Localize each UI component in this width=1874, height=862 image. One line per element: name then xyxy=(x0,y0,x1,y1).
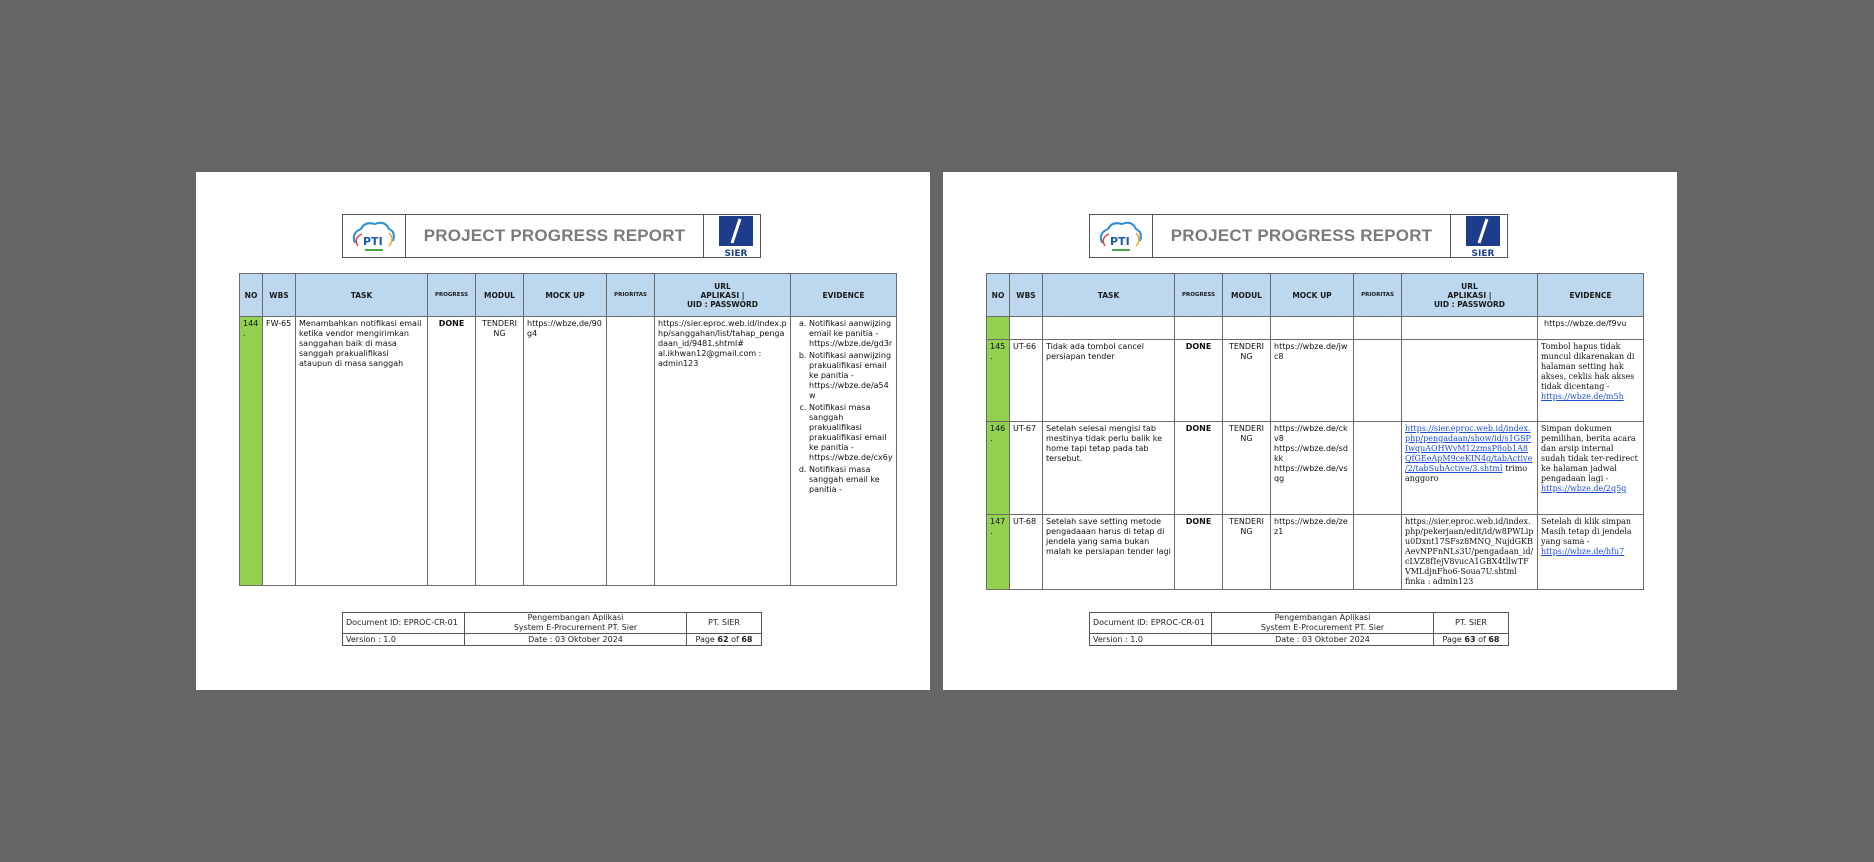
col-no: NO xyxy=(987,274,1010,317)
col-url-line2: APLIKASI | xyxy=(1447,290,1492,300)
footer-desc-line1: Pengembangan Aplikasi xyxy=(1274,613,1371,622)
col-wbs: WBS xyxy=(263,274,296,317)
report-header xyxy=(342,214,761,258)
row-progress: DONE xyxy=(1175,340,1223,422)
page-footer xyxy=(1089,612,1509,646)
row-url xyxy=(1402,317,1538,340)
row-wbs: UT-66 xyxy=(1010,340,1043,422)
svg-text:SIER: SIER xyxy=(724,249,748,258)
col-url xyxy=(655,274,791,317)
footer-page-of: of xyxy=(1478,634,1486,644)
evidence-text: Tombol hapus tidak muncul dikarenakan di halaman setting hak akses, ceklis hak akses tidak dicentang - xyxy=(1541,342,1635,391)
footer-doc-id: Document ID: EPROC-CR-01 xyxy=(343,613,465,634)
evidence-link[interactable]: https://wbze.de/2q5g xyxy=(1541,484,1627,493)
col-prioritas: PRIORITAS xyxy=(1354,274,1402,317)
row-mockup: https://wbze.de/jwc8 xyxy=(1271,340,1354,422)
evidence-text: Setelah di klik simpan Masih tetap di jendela yang sama - xyxy=(1541,517,1632,546)
row-no: 145. xyxy=(987,340,1010,422)
row-prioritas xyxy=(1354,340,1402,422)
pti-logo-icon xyxy=(1096,219,1144,255)
table-row xyxy=(987,422,1644,515)
row-progress: DONE xyxy=(428,317,476,586)
row-modul: TENDERING xyxy=(1223,422,1271,515)
row-modul xyxy=(1223,317,1271,340)
mockup-link: https://wbze.de/vsqg xyxy=(1274,464,1348,483)
col-evidence: EVIDENCE xyxy=(1538,274,1644,317)
footer-page-number xyxy=(1434,634,1509,646)
evidence-item: b. Notifikasi aanwijzing prakualifikasi email ke panitia - https://wbze.de/a54w xyxy=(809,351,893,401)
footer-page-prefix: Page xyxy=(695,634,715,644)
document-page-62 xyxy=(196,172,930,690)
row-evidence xyxy=(1538,340,1644,422)
mockup-link: https://wbze.de/ckv8 xyxy=(1274,424,1348,443)
row-progress: DONE xyxy=(1175,515,1223,590)
progress-table xyxy=(239,273,897,586)
col-task: TASK xyxy=(1043,274,1175,317)
progress-table xyxy=(986,273,1644,590)
table-row xyxy=(987,317,1644,340)
footer-page-of: of xyxy=(731,634,739,644)
row-url-link: https://sier.eproc.web.id/index.php/sanggahan/list/tahap_pengadaan_id/9481.shtml# xyxy=(658,319,787,348)
row-evidence xyxy=(791,317,897,586)
row-url xyxy=(1402,422,1538,515)
col-modul: MODUL xyxy=(476,274,524,317)
col-progress: PROGRESS xyxy=(428,274,476,317)
table-row xyxy=(987,515,1644,590)
row-evidence xyxy=(1538,515,1644,590)
col-modul: MODUL xyxy=(1223,274,1271,317)
row-no xyxy=(987,317,1010,340)
report-title: PROJECT PROGRESS REPORT xyxy=(406,215,704,257)
svg-text:PTI: PTI xyxy=(1110,235,1130,248)
row-url xyxy=(1402,340,1538,422)
url-account: trimo anggoro xyxy=(1405,464,1528,483)
report-header xyxy=(1089,214,1508,258)
row-modul: TENDERING xyxy=(476,317,524,586)
row-modul: TENDERING xyxy=(1223,515,1271,590)
row-url xyxy=(655,317,791,586)
row-mockup xyxy=(1271,317,1354,340)
footer-page-current: 63 xyxy=(1464,634,1476,644)
row-evidence xyxy=(1538,317,1644,340)
sier-logo-icon xyxy=(1466,216,1500,258)
row-prioritas xyxy=(607,317,655,586)
footer-page-number xyxy=(687,634,762,646)
footer-version: Version : 1.0 xyxy=(1090,634,1212,646)
col-url-line3: UID : PASSWORD xyxy=(1433,299,1506,309)
url-link: https://sier.eproc.web.id/index.php/pekerjaan/edit/id/w8PWLipu0Dxnt17SFsz8MNQ_NujdGKBAevNPFnNLs3U/pengadaan_id/cLVZ8fIejV8vucA1GBX4tllwTFVMLdjnFho6-Soua7U.shtml xyxy=(1405,517,1534,576)
evidence-item: a. Notifikasi aanwijzing email ke panitia - https://wbze.de/gd3r xyxy=(809,319,893,349)
row-prioritas xyxy=(1354,317,1402,340)
page-footer xyxy=(342,612,762,646)
row-modul: TENDERING xyxy=(1223,340,1271,422)
footer-page-prefix: Page xyxy=(1442,634,1462,644)
sier-logo xyxy=(1451,215,1507,257)
row-no: 147. xyxy=(987,515,1010,590)
evidence-text: Simpan dokumen pemilihan, berita acara dan arsip internal sudah tidak ter-redirect ke halaman jadwal pengadaan lagi - xyxy=(1541,424,1638,483)
col-mockup: MOCK UP xyxy=(524,274,607,317)
row-no: 146. xyxy=(987,422,1010,515)
row-task: Setelah save setting metode pengadaaan harus di tetap di jendela yang sama bukan malah ke persiapan tender lagi xyxy=(1043,515,1175,590)
footer-date: Date : 03 Oktober 2024 xyxy=(465,634,687,646)
footer-company: PT. SIER xyxy=(1434,613,1509,634)
document-page-63 xyxy=(943,172,1677,690)
report-title: PROJECT PROGRESS REPORT xyxy=(1153,215,1451,257)
row-mockup: https://wbze.de/zez1 xyxy=(1271,515,1354,590)
col-url-line3: UID : PASSWORD xyxy=(686,299,759,309)
footer-description xyxy=(1212,613,1434,634)
row-wbs: UT-68 xyxy=(1010,515,1043,590)
footer-company: PT. SIER xyxy=(687,613,762,634)
col-url xyxy=(1402,274,1538,317)
col-url-line1: URL xyxy=(714,281,731,291)
col-url-line2: APLIKASI | xyxy=(700,290,745,300)
row-wbs xyxy=(1010,317,1043,340)
row-wbs: UT-67 xyxy=(1010,422,1043,515)
pti-logo-icon xyxy=(349,219,397,255)
row-task: Tidak ada tombol cancel persiapan tender xyxy=(1043,340,1175,422)
url-account: finka : admin123 xyxy=(1405,577,1474,586)
col-wbs: WBS xyxy=(1010,274,1043,317)
col-prioritas: PRIORITAS xyxy=(607,274,655,317)
footer-page-total: 68 xyxy=(1488,634,1500,644)
row-prioritas xyxy=(1354,515,1402,590)
sier-logo-icon xyxy=(719,216,753,258)
row-wbs: FW-65 xyxy=(263,317,296,586)
row-no: 144. xyxy=(240,317,263,586)
col-task: TASK xyxy=(296,274,428,317)
row-task xyxy=(1043,317,1175,340)
evidence-item: d. Notifikasi masa sanggah email ke panitia - xyxy=(809,465,893,495)
col-mockup: MOCK UP xyxy=(1271,274,1354,317)
col-progress: PROGRESS xyxy=(1175,274,1223,317)
table-row xyxy=(240,317,897,586)
evidence-link[interactable]: https://wbze.de/m5h xyxy=(1541,392,1624,401)
footer-version: Version : 1.0 xyxy=(343,634,465,646)
footer-description xyxy=(465,613,687,634)
evidence-continued: https://wbze.de/f9vu xyxy=(1544,319,1627,328)
row-progress: DONE xyxy=(1175,422,1223,515)
url-link[interactable]: https://sier.eproc.web.id/index.php/pengadaan/show/id/s1GSPIwquAOHWvM12zmsP8ob1A8QfGEeApM9ceKIN4g/tabActive/2/tabSubActive/3.shtml xyxy=(1405,424,1533,473)
mockup-link: https://wbze.de/sdkk xyxy=(1274,444,1348,463)
table-row xyxy=(987,340,1644,422)
row-progress xyxy=(1175,317,1223,340)
footer-desc-line2: System E-Procurement PT. Sier xyxy=(513,623,638,632)
footer-page-current: 62 xyxy=(717,634,729,644)
footer-doc-id: Document ID: EPROC-CR-01 xyxy=(1090,613,1212,634)
footer-desc-line1: Pengembangan Aplikasi xyxy=(527,613,624,622)
row-task: Menambahkan notifikasi email ketika vendor mengirimkan sanggahan baik di masa sanggah prakualifikasi ataupun di masa sanggah xyxy=(296,317,428,586)
row-prioritas xyxy=(1354,422,1402,515)
evidence-item: c. Notifikasi masa sanggah prakualifikasi prakualifikasi email ke panitia - https://wbze.de/cx6y xyxy=(809,403,893,463)
col-evidence: EVIDENCE xyxy=(791,274,897,317)
svg-text:SIER: SIER xyxy=(1471,249,1495,258)
svg-text:PTI: PTI xyxy=(363,235,383,248)
sier-logo xyxy=(704,215,760,257)
footer-page-total: 68 xyxy=(741,634,753,644)
row-mockup: https://wbze.de/90g4 xyxy=(524,317,607,586)
row-task: Setelah selesai mengisi tab mestinya tidak perlu balik ke home tapi tetap pada tab tersebut. xyxy=(1043,422,1175,515)
evidence-link[interactable]: https://wbze.de/hfu7 xyxy=(1541,547,1625,556)
row-mockup xyxy=(1271,422,1354,515)
row-url xyxy=(1402,515,1538,590)
row-url-account: al.ikhwan12@gmail.com : admin123 xyxy=(658,349,762,368)
pti-logo xyxy=(1090,215,1153,257)
row-evidence xyxy=(1538,422,1644,515)
pti-logo xyxy=(343,215,406,257)
col-no: NO xyxy=(240,274,263,317)
footer-date: Date : 03 Oktober 2024 xyxy=(1212,634,1434,646)
col-url-line1: URL xyxy=(1461,281,1478,291)
footer-desc-line2: System E-Procurement PT. Sier xyxy=(1260,623,1385,632)
